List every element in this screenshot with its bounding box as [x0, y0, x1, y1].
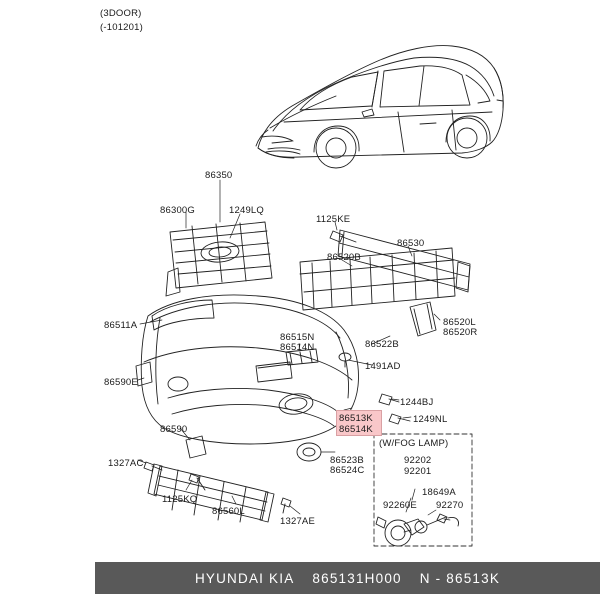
footer-part-number: 865131H000: [312, 570, 402, 586]
part-86520B-stay: [300, 248, 455, 310]
callout-86514K: 86514K: [339, 424, 373, 435]
part-1249NL-nut: [389, 414, 410, 424]
note-door-type: (3DOOR): [100, 8, 142, 19]
callout-86511A: 86511A: [104, 320, 138, 331]
part-86523B-bezel: [297, 443, 321, 461]
fog-lamp-inset-parts: [376, 514, 459, 546]
callout-86522B: 86522B: [365, 339, 399, 350]
part-1327AE-screw: [281, 498, 291, 513]
footer-callout: N - 86513K: [419, 570, 501, 586]
callout-86523B: 86523B: [330, 455, 364, 466]
inset-label-92260E: 92260E: [383, 500, 417, 511]
inset-title: (W/FOG LAMP): [379, 438, 449, 449]
part-86511A-bumper-cover: [141, 295, 358, 444]
inset-label-92202: 92202: [404, 455, 432, 466]
footer-bar: [95, 562, 600, 594]
callout-86520B: 86520B: [327, 252, 361, 263]
callout-86515N: 86515N: [280, 332, 315, 343]
callout-1244BJ: 1244BJ: [400, 397, 434, 408]
callout-86530: 86530: [397, 238, 425, 249]
callout-86524C: 86524C: [330, 465, 365, 476]
part-86350-grille: [166, 222, 272, 296]
callout-86520L: 86520L: [443, 317, 476, 328]
callout-1125KE: 1125KE: [316, 214, 351, 225]
callout-1249LQ: 1249LQ: [229, 205, 265, 216]
callout-1249NL: 1249NL: [413, 414, 448, 425]
callout-1327AC: 1327AC: [108, 458, 144, 469]
footer-brand: HYUNDAI KIA: [194, 570, 295, 586]
inset-label-92201: 92201: [404, 466, 432, 477]
callout-1125KQ: 1125KQ: [162, 494, 198, 505]
note-date-range: (-101201): [100, 22, 143, 33]
car-illustration: [256, 46, 503, 168]
inset-label-18649A: 18649A: [422, 487, 456, 498]
callout-86514N: 86514N: [280, 342, 315, 353]
part-86560L-lower-grille: [148, 464, 274, 522]
callout-86520R: 86520R: [443, 327, 478, 338]
callout-86513K: 86513K: [339, 413, 373, 424]
part-86522B-bracket: [410, 302, 436, 336]
callout-1491AD: 1491AD: [365, 361, 401, 372]
callout-86590: 86590: [160, 424, 188, 435]
callout-86560L: 86560L: [212, 506, 245, 517]
callout-1327AE: 1327AE: [280, 516, 316, 527]
part-86590E-bracket: [136, 362, 152, 386]
inset-label-92270: 92270: [436, 500, 464, 511]
callout-86350: 86350: [205, 170, 233, 181]
callout-86590E: 86590E: [104, 377, 138, 388]
callout-86300G: 86300G: [160, 205, 196, 216]
